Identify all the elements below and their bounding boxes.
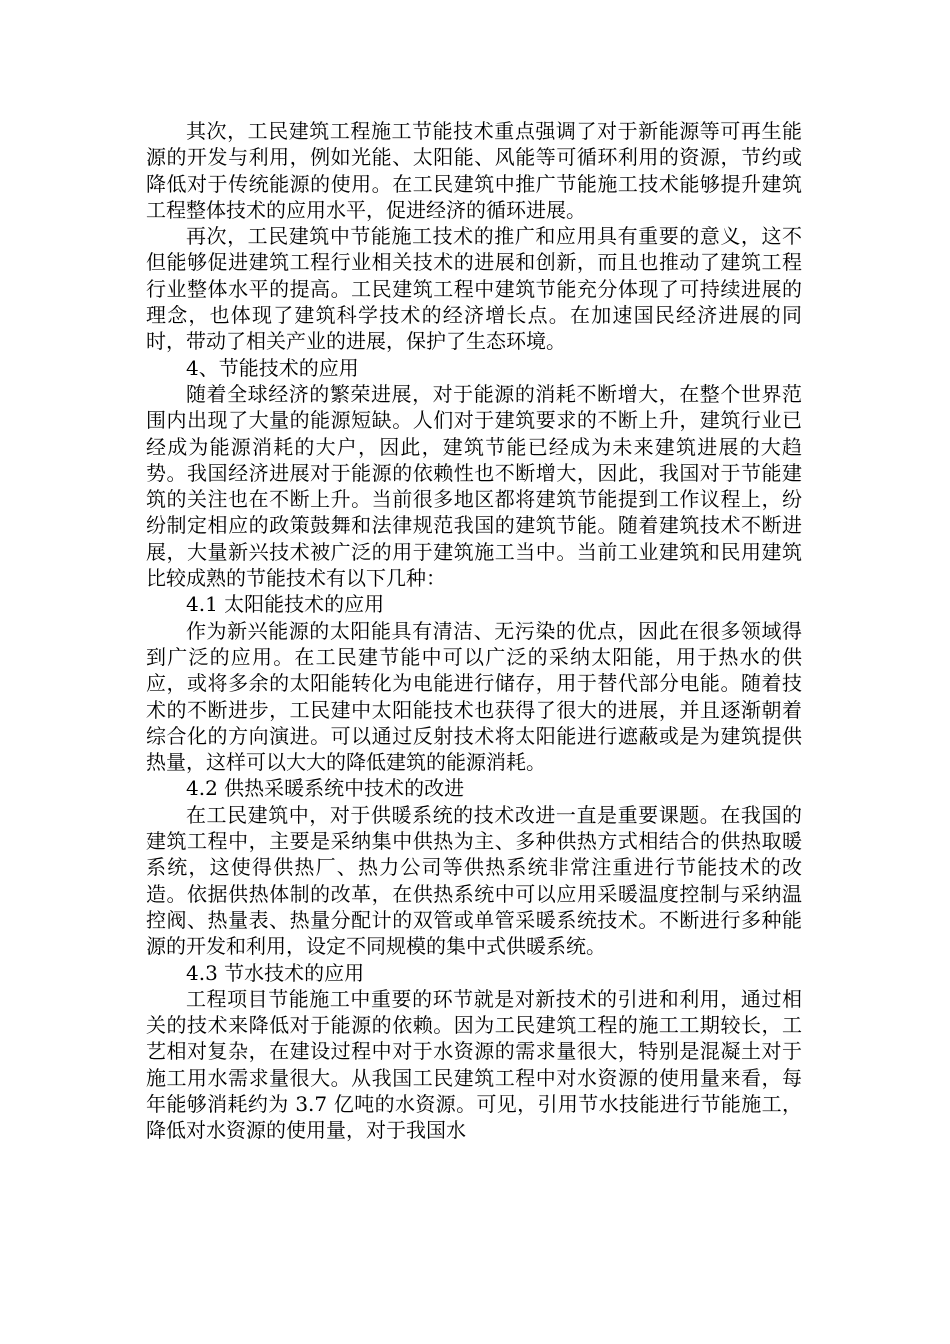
- section-heading-4-1: 4.1 太阳能技术的应用: [186, 592, 385, 617]
- section-heading-4-3: 4.3 节水技术的应用: [186, 960, 365, 985]
- document-body: [146, 118, 802, 1144]
- paragraph-thirdly: 再次，工民建筑中节能施工技术的推广和应用具有重要的意义，这不但能够促进建筑工程行业相关技术的进展和创新，而且也推动了建筑工程行业整体水平的提高。工民建筑工程中建筑节能充分体现了可持续进展的理念，也体现了建筑科学技术的经济增长点。在加速国民经济进展的同时，带动了相关产业的进展，保护了生态环境。: [146, 224, 802, 354]
- section-heading-4: 4、节能技术的应用: [186, 355, 359, 380]
- paragraph-section-4-intro: 随着全球经济的繁荣进展，对于能源的消耗不断增大，在整个世界范围内出现了大量的能源短缺。人们对于建筑要求的不断上升，建筑行业已经成为能源消耗的大户，因此，建筑节能已经成为未来建筑进展的大趋势。我国经济进展对于能源的依赖性也不断增大，因此，我国对于节能建筑的关注也在不断上升。当前很多地区都将建筑节能提到工作议程上，纷纷制定相应的政策鼓舞和法律规范我国的建筑节能。随着建筑技术不断进展，大量新兴技术被广泛的用于建筑施工当中。当前工业建筑和民用建筑比较成熟的节能技术有以下几种：: [146, 381, 802, 591]
- paragraph-heating-system: 在工民建筑中，对于供暖系统的技术改进一直是重要课题。在我国的建筑工程中，主要是采纳集中供热为主、多种供热方式相结合的供热取暖系统，这使得供热厂、热力公司等供热系统非常注重进行节能技术的改造。依据供热体制的改革，在供热系统中可以应用采暖温度控制与采纳温控阀、热量表、热量分配计的双管或单管采暖系统技术。不断进行多种能源的开发和利用，设定不同规模的集中式供暖系统。: [146, 802, 802, 959]
- paragraph-solar-energy: 作为新兴能源的太阳能具有清洁、无污染的优点，因此在很多领域得到广泛的应用。在工民建节能中可以广泛的采纳太阳能，用于热水的供应，或将多余的太阳能转化为电能进行储存，用于替代部分电能。随着技术的不断进步，工民建中太阳能技术也获得了很大的进展，并且逐渐朝着综合化的方向演进。可以通过反射技术将太阳能进行遮蔽或是为建筑提供热量，这样可以大大的降低建筑的能源消耗。: [146, 618, 802, 775]
- section-heading-4-2: 4.2 供热采暖系统中技术的改进: [186, 776, 465, 801]
- paragraph-secondly: 其次，工民建筑工程施工节能技术重点强调了对于新能源等可再生能源的开发与利用，例如光能、太阳能、风能等可循环利用的资源，节约或降低对于传统能源的使用。在工民建筑中推广节能施工技术能够提升建筑工程整体技术的应用水平，促进经济的循环进展。: [146, 119, 802, 222]
- paragraph-water-saving: 工程项目节能施工中重要的环节就是对新技术的引进和利用，通过相关的技术来降低对于能源的依赖。因为工民建筑工程的施工工期较长，工艺相对复杂，在建设过程中对于水资源的需求量很大，特别是混凝土对于施工用水需求量很大。从我国工民建筑工程中对水资源的使用量来看，每年能够消耗约为 3.7 亿吨的水资源。可见，引用节水技能进行节能施工，降低对水资源的使用量，对于我国水: [146, 986, 802, 1143]
